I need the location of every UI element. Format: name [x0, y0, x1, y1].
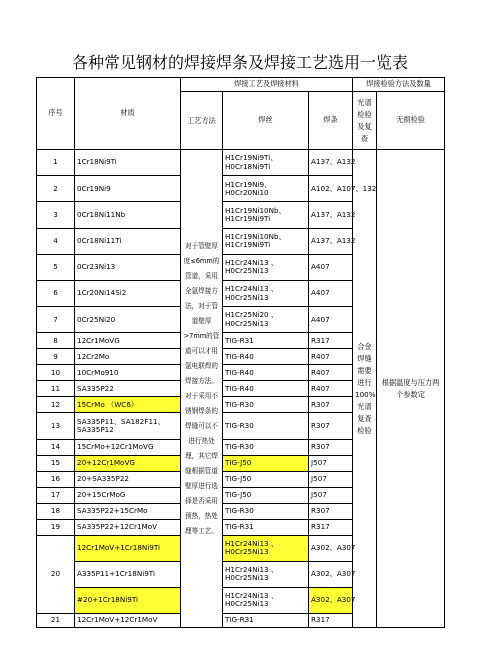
seq-cell: 15: [37, 455, 75, 471]
wire-cell-line: H0Cr25Ni13: [225, 599, 269, 609]
wire-cell: [223, 176, 309, 202]
wire-cell: [223, 561, 309, 587]
header-material: 材质: [75, 78, 181, 150]
wire-cell-line: H1Cr19Ni10Nb、: [225, 231, 286, 241]
rod-cell: R317: [309, 519, 353, 535]
header-inspection-group: 焊接检验方法及数量: [353, 78, 445, 92]
material-cell: [75, 413, 181, 439]
rod-cell: J507: [309, 455, 353, 471]
rod-cell: R407: [309, 365, 353, 381]
wire-cell-line: H1Cr19Ni9Ti: [225, 213, 271, 223]
wire-cell-line: H0Cr20Ni10: [225, 187, 269, 197]
material-cell: SA335P22: [75, 381, 181, 397]
wire-cell: [223, 150, 309, 176]
wire-cell: [223, 455, 309, 471]
wire-cell-line: TIG-J50: [225, 457, 252, 467]
material-cell: 15CrMo+12Cr1MoVG: [75, 439, 181, 455]
wire-cell-line: TIG-J50: [225, 473, 252, 483]
wire-cell: [223, 202, 309, 228]
process-method-cell: 对于管壁厚度≤6mm的管道，采用全氩焊接方法，对于管道壁厚>7mm的管道可以才用氩电联焊的焊接方法。对于采用不锈钢焊条的焊缝可以不进行热处理，其它焊缝根据管道壁厚进行选择是否采用预热，热处理等工艺。: [181, 150, 223, 628]
wire-cell-line: TIG-R30: [225, 420, 254, 430]
wire-cell-line: H0Cr25Ni13: [225, 292, 269, 302]
seq-cell: 21: [37, 614, 75, 628]
page-title: 各种常见钢材的焊接焊条及焊接工艺选用一览表: [71, 53, 408, 72]
wire-cell: [223, 349, 309, 365]
wire-cell-line: H1Cr24Ni13 、: [225, 258, 279, 268]
welding-table: [36, 77, 445, 628]
rod-cell: A302、A307: [309, 587, 353, 613]
rod-cell: R307: [309, 503, 353, 519]
header-process: 工艺方法: [181, 92, 223, 150]
rod-cell: R307: [309, 413, 353, 439]
wire-cell: [223, 397, 309, 413]
wire-cell-line: TIG-R40: [225, 383, 254, 393]
wire-cell-line: TIG-R30: [225, 505, 254, 515]
wire-cell-line: TIG-J50: [225, 489, 252, 499]
rod-cell: A407: [309, 254, 353, 280]
header-wire: 焊丝: [223, 92, 309, 150]
material-cell-line: SA335P11、SA182F11、: [77, 416, 165, 426]
wire-cell: [223, 587, 309, 613]
material-cell: 20+15CrMoG: [75, 487, 181, 503]
wire-cell-line: H1Cr19Ni9Ti、: [225, 153, 278, 163]
seq-cell: 13: [37, 413, 75, 439]
wire-cell: [223, 228, 309, 254]
material-cell: 0Cr23Ni13: [75, 254, 181, 280]
wire-cell-line: H0Cr25Ni13: [225, 573, 269, 583]
seq-cell: 11: [37, 381, 75, 397]
wire-cell: [223, 365, 309, 381]
rod-cell: R407: [309, 381, 353, 397]
rod-cell: R407: [309, 349, 353, 365]
seq-cell: 14: [37, 439, 75, 455]
spectral-inspection-cell: 合金焊缝需要进行100%光谱复查检验: [353, 150, 377, 628]
material-cell: 15CrMo （WC6）: [75, 397, 181, 413]
rod-cell: A137、A132: [309, 150, 353, 176]
rod-cell: A302、A307: [309, 561, 353, 587]
wire-cell-line: H1Cr19Ni10Nb、: [225, 205, 286, 215]
wire-cell-line: TIG-R31: [225, 335, 254, 345]
material-cell: 12Cr1MoV+12Cr1MoV: [75, 614, 181, 628]
seq-cell: 20: [37, 535, 75, 614]
seq-cell: 4: [37, 228, 75, 254]
wire-cell-line: TIG-R30: [225, 441, 254, 451]
material-cell: A335P11+1Cr18Ni9Ti: [75, 561, 181, 587]
seq-cell: 3: [37, 202, 75, 228]
wire-cell-line: H0Cr25Ni13: [225, 547, 269, 557]
rod-cell: R317: [309, 614, 353, 628]
seq-cell: 17: [37, 487, 75, 503]
wire-cell-line: H0Cr25Ni13: [225, 266, 269, 276]
rod-cell: A102、A107、132: [309, 176, 353, 202]
material-cell: 1Cr20Ni14Si2: [75, 280, 181, 306]
seq-cell: 7: [37, 307, 75, 333]
material-cell: 0Cr19Ni9: [75, 176, 181, 202]
material-cell: 0Cr18Ni11Nb: [75, 202, 181, 228]
rod-cell: A407: [309, 280, 353, 306]
rod-cell: A407: [309, 307, 353, 333]
material-cell: 0Cr18Ni11Ti: [75, 228, 181, 254]
header-seq: 序号: [37, 78, 75, 150]
wire-cell-line: H1Cr24Ni13 、: [225, 284, 279, 294]
material-cell-line: SA335P12: [77, 424, 114, 434]
wire-cell-line: TIG-R40: [225, 351, 254, 361]
wire-cell-line: H1Cr24Ni13 、: [225, 565, 279, 574]
seq-cell: 12: [37, 397, 75, 413]
wire-cell-line: H1Cr24Ni13 、: [225, 591, 279, 601]
wire-cell: [223, 487, 309, 503]
header-welding-group: 焊接工艺及焊接材料: [181, 78, 353, 92]
seq-cell: 9: [37, 349, 75, 365]
rod-cell: R307: [309, 439, 353, 455]
material-cell: 12Cr1MoVG: [75, 333, 181, 349]
rod-cell: J507: [309, 471, 353, 487]
wire-cell: [223, 535, 309, 561]
wire-cell: [223, 280, 309, 306]
material-cell: 0Cr25Ni20: [75, 307, 181, 333]
seq-cell: 5: [37, 254, 75, 280]
wire-cell: [223, 381, 309, 397]
wire-cell-line: TIG-R31: [225, 615, 254, 625]
wire-cell-line: H0Cr25Ni13: [225, 318, 269, 328]
table-row: [37, 150, 445, 176]
wire-cell-line: H1Cr25Ni20 、: [225, 310, 279, 320]
header-spectral: 光谱检验及复查: [353, 92, 377, 150]
wire-cell: [223, 413, 309, 439]
material-cell: 20+SA335P22: [75, 471, 181, 487]
header-rod: 焊条: [309, 92, 353, 150]
wire-cell-line: H1Cr19Ni9、: [225, 179, 272, 189]
seq-cell: 18: [37, 503, 75, 519]
material-cell: 12Cr1MoV+1Cr18Ni9Ti: [75, 535, 181, 561]
material-cell: 12Cr2Mo: [75, 349, 181, 365]
rod-cell: J507: [309, 487, 353, 503]
material-cell: SA335P22+15CrMo: [75, 503, 181, 519]
material-cell: 1Cr18Ni9Ti: [75, 150, 181, 176]
wire-cell-line: H0Cr18Ni9Ti: [225, 161, 271, 171]
seq-cell: 6: [37, 280, 75, 306]
wire-cell-line: H1Cr19Ni9Ti: [225, 240, 271, 250]
wire-cell: [223, 333, 309, 349]
wire-cell-line: TIG-R30: [225, 399, 254, 409]
seq-cell: 16: [37, 471, 75, 487]
seq-cell: 8: [37, 333, 75, 349]
ndt-cell: 根据温度与压力两个参数定: [377, 150, 445, 628]
rod-cell: A302、A307: [309, 535, 353, 561]
wire-cell: [223, 519, 309, 535]
material-cell: 10CrMo910: [75, 365, 181, 381]
material-cell: SA335P22+12Cr1MoV: [75, 519, 181, 535]
rod-cell: A137、A132: [309, 202, 353, 228]
seq-cell: 19: [37, 519, 75, 535]
wire-cell: [223, 471, 309, 487]
wire-cell-line: H1Cr24Ni13 、: [225, 538, 279, 548]
wire-cell: [223, 439, 309, 455]
wire-cell: [223, 614, 309, 628]
seq-cell: 10: [37, 365, 75, 381]
rod-cell: R307: [309, 397, 353, 413]
wire-cell: [223, 503, 309, 519]
wire-cell-line: TIG-R31: [225, 521, 254, 531]
rod-cell: A137、A132: [309, 228, 353, 254]
header-ndt: 无损检验: [377, 92, 445, 150]
material-cell: #20+1Cr18Ni9Ti: [75, 587, 181, 613]
seq-cell: 1: [37, 150, 75, 176]
wire-cell-line: TIG-R40: [225, 367, 254, 377]
material-cell: 20+12Cr1MoVG: [75, 455, 181, 471]
wire-cell: [223, 307, 309, 333]
rod-cell: R317: [309, 333, 353, 349]
wire-cell: [223, 254, 309, 280]
seq-cell: 2: [37, 176, 75, 202]
